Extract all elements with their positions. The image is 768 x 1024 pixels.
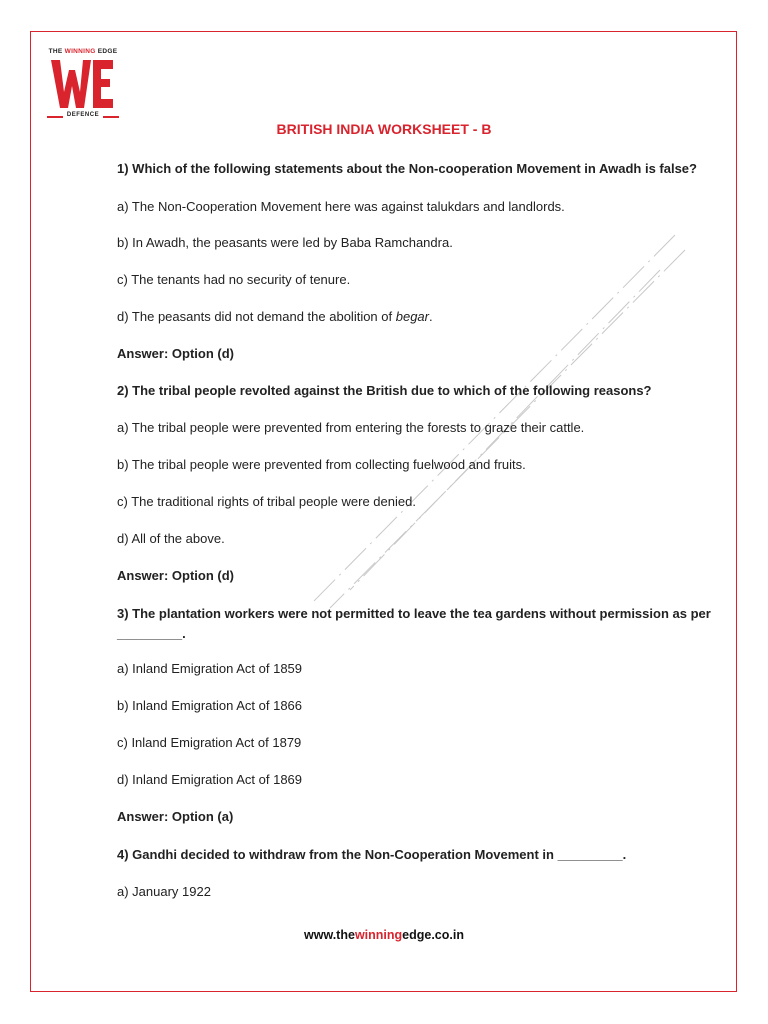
question-2: 2) The tribal people revolted against the British due to which of the following reasons? [117,383,652,398]
q1-option-d-text: d) The peasants did not demand the abolition of [117,309,396,324]
q1-option-c: c) The tenants had no security of tenure. [117,272,351,287]
q2-answer: Answer: Option (d) [117,568,234,583]
q1-option-d-italic: begar [395,309,429,324]
question-1: 1) Which of the following statements about the Non-cooperation Movement in Awadh is false? [117,161,697,176]
footer-url-suffix: edge.co.in [402,928,464,942]
q3-option-a: a) Inland Emigration Act of 1859 [117,661,303,676]
q1-option-d-period: . [428,309,433,324]
logo-top-text [47,48,119,55]
q2-option-a: a) The tribal people were prevented from entering the forests to graze their cattle. [117,420,585,435]
logo-divider [103,116,119,118]
logo-top-text-part: THE [48,48,65,55]
q1-option-a: a) The Non-Cooperation Movement here was against talukdars and landlords. [117,199,565,214]
q1-option-b: b) In Awadh, the peasants were led by Baba Ramchandra. [117,235,453,250]
footer-url-prefix: www.the [304,928,355,942]
q1-answer: Answer: Option (d) [117,346,234,361]
q3-option-d: d) Inland Emigration Act of 1869 [117,772,303,787]
q1-option-d [117,308,722,326]
logo-top-text-red: WINNING [64,48,96,55]
q3-answer: Answer: Option (a) [117,809,234,824]
footer-url[interactable] [0,928,768,942]
logo-top-text-part: EDGE [95,48,118,55]
logo-bottom-text: DEFENCE [66,112,100,118]
q4-option-a: a) January 1922 [117,884,211,899]
logo [47,48,119,124]
question-3: 3) The plantation workers were not permitted to leave the tea gardens without permission as per _________. [117,606,711,641]
logo-we-mark [51,58,115,110]
q2-option-d: d) All of the above. [117,531,225,546]
q3-option-c: c) Inland Emigration Act of 1879 [117,735,302,750]
q3-option-b: b) Inland Emigration Act of 1866 [117,698,303,713]
question-4: 4) Gandhi decided to withdraw from the Non-Cooperation Movement in _________. [117,847,627,862]
page-title: BRITISH INDIA WORKSHEET - B [276,121,492,137]
q2-option-b: b) The tribal people were prevented from collecting fuelwood and fruits. [117,457,526,472]
q2-option-c: c) The traditional rights of tribal people were denied. [117,494,416,509]
footer-url-red: winning [354,928,403,942]
